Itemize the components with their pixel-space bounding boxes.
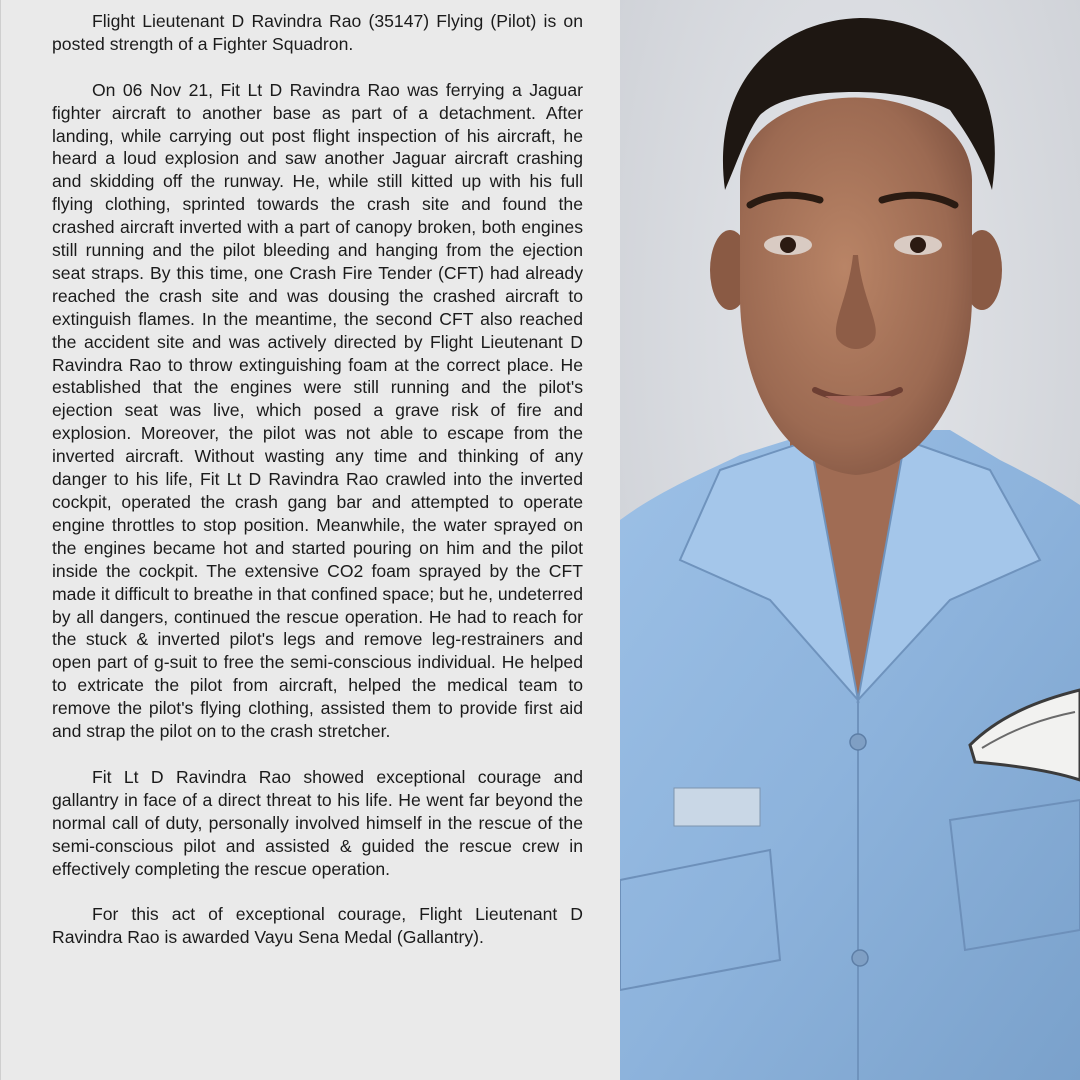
shirt-button: [852, 950, 868, 966]
citation-paragraph-4: For this act of exceptional courage, Flight Lieutenant D Ravindra Rao is awarded Vayu Sena Medal (Gallantry).: [52, 904, 583, 948]
left-pupil: [780, 237, 796, 253]
shirt-button: [850, 734, 866, 750]
citation-paragraph-3: Fit Lt D Ravindra Rao showed exceptional courage and gallantry in face of a direct threat to his life. He went far beyond the normal call of duty, personally involved himself in the rescue of the semi-conscious pilot and assisted & guided the rescue crew in effectively completing the rescue operation.: [52, 766, 583, 879]
citation-paragraph-2: On 06 Nov 21, Fit Lt D Ravindra Rao was ferrying a Jaguar fighter aircraft to another base as part of a detachment. After landing, while carrying out post flight inspection of his aircraft, he heard a loud explosion and saw another Jaguar aircraft crashing and skidding off the runway. He, while still kitted up with his full flying clothing, sprinted towards the crash site and found the crashed aircraft inverted with a part of canopy broken, both engines still running and the pilot bleeding and hanging from the ejection seat straps. By this time, one Crash Fire Tender (CFT) had already reached the crash site and was dousing the crashed aircraft to extinguish flames. In the meantime, the second CFT also reached the accident site and was actively directed by Flight Lieutenant D Ravindra Rao to throw extinguishing foam at the correct place. He established that the engines were still running and the pilot's ejection seat was live, which posed a grave risk of fire and explosion. Moreover, the pilot was not able to escape from the inverted aircraft. Without wasting any time and thinking of any danger to his life, Fit Lt D Ravindra Rao crawled into the inverted cockpit, operated the crash gang bar and attempted to operate engine throttles to stop position. Meanwhile, the water sprayed on the engines became hot and started pouring on him and the pilot inside the cockpit. The extensive CO2 foam sprayed by the CFT made it difficult to breathe in that confined space; but he, undeterred by all dangers, continued the rescue operation. He had to reach for the stuck & inverted pilot's legs and remove leg-restrainers and open part of g-suit to free the semi-conscious individual. He helped to extricate the pilot from aircraft, helped the medical team to remove the pilot's flying clothing, assisted them to provide first aid and strap the pilot on to the crash stretcher.: [52, 79, 583, 742]
citation-paragraph-1: Flight Lieutenant D Ravindra Rao (35147) Flying (Pilot) is on posted strength of a Fighter Squadron.: [52, 11, 583, 54]
name-tag: [674, 788, 760, 826]
right-pupil: [910, 237, 926, 253]
portrait-photo: [620, 0, 1080, 1080]
citation-text: [52, 10, 583, 949]
portrait-illustration: [620, 0, 1080, 1080]
